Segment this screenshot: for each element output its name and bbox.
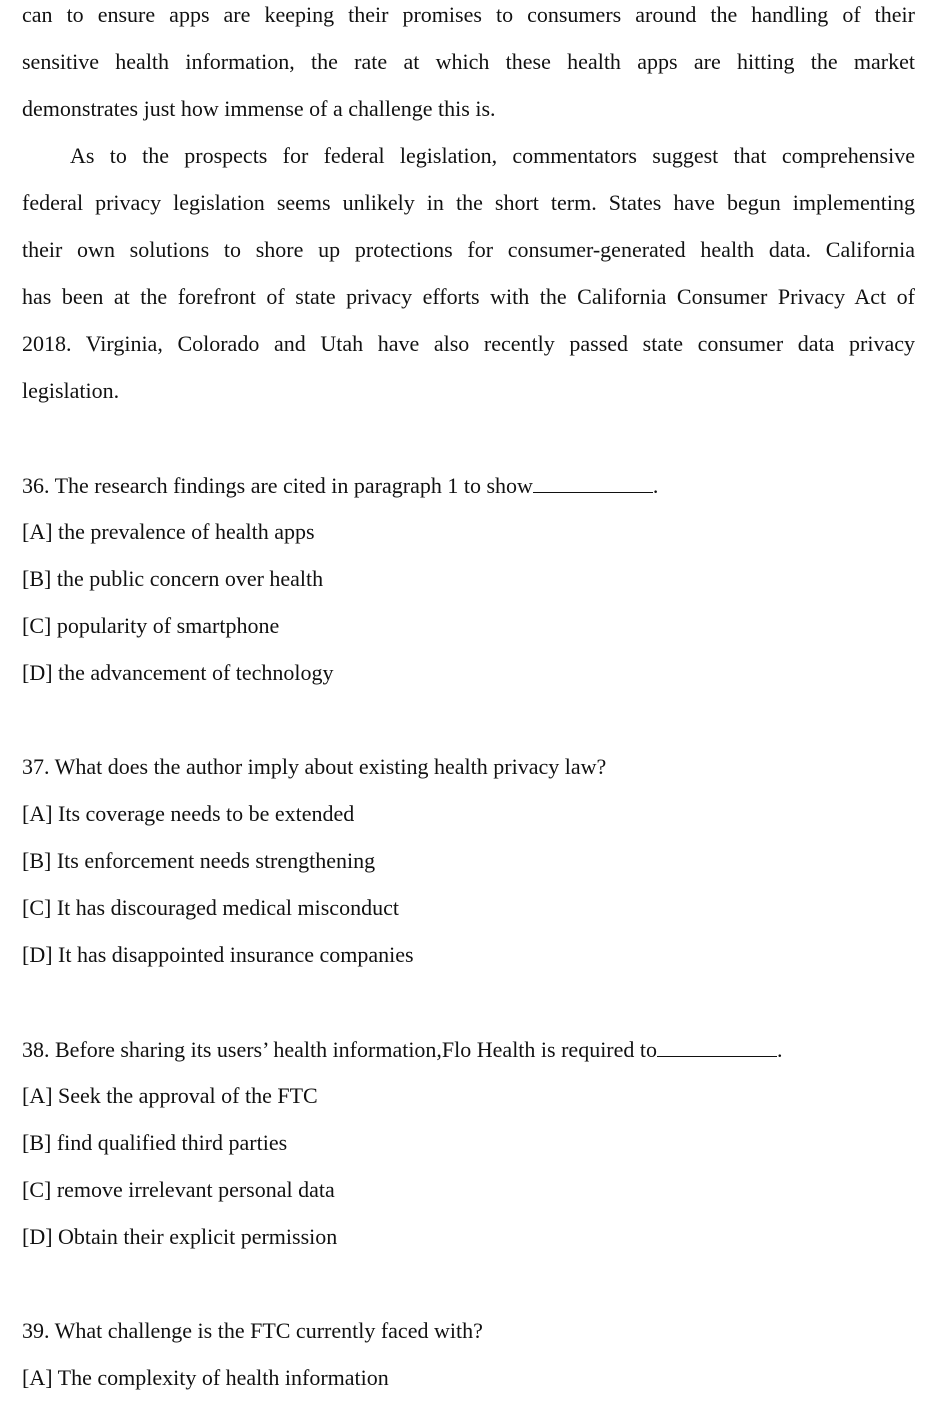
option-d: [D] It has disappointed insurance companies xyxy=(22,942,414,967)
option-c: [C] popularity of smartphone xyxy=(22,613,280,638)
question-stem xyxy=(22,1316,915,1363)
question-text: 37. What does the author imply about existing health privacy law? xyxy=(22,754,607,779)
passage-line: legislation. xyxy=(22,378,120,403)
option-b: [B] find qualified third parties xyxy=(22,1130,288,1155)
question-text: 39. What challenge is the FTC currently faced with? xyxy=(22,1318,483,1343)
question-stem xyxy=(22,1034,915,1081)
passage-line: has been at the forefront of state privacy efforts with the California Consumer Privacy Act of xyxy=(22,284,915,309)
question-end: . xyxy=(777,1037,783,1062)
option-a: [A] The complexity of health information xyxy=(22,1365,389,1390)
option-b: [B] Its enforcement needs strengthening xyxy=(22,848,376,873)
option-a: [A] Seek the approval of the FTC xyxy=(22,1083,318,1108)
question-36 xyxy=(22,470,915,705)
passage-line: sensitive health information, the rate at which these health apps are hitting the market xyxy=(22,49,915,74)
option-a: [A] the prevalence of health apps xyxy=(22,519,315,544)
passage xyxy=(22,0,915,423)
question-stem xyxy=(22,752,915,799)
passage-line: can to ensure apps are keeping their promises to consumers around the handling of their xyxy=(22,2,915,27)
section-gap xyxy=(22,423,915,470)
question-end: . xyxy=(652,473,659,498)
passage-line: As to the prospects for federal legislation, commentators suggest that comprehensive xyxy=(70,143,915,168)
question-38 xyxy=(22,1034,915,1269)
passage-line: 2018. Virginia, Colorado and Utah have also recently passed state consumer data privacy xyxy=(22,331,915,356)
question-39 xyxy=(22,1316,915,1410)
passage-line: federal privacy legislation seems unlikely in the short term. States have begun implementing xyxy=(22,190,915,215)
document-page xyxy=(22,0,915,1410)
question-text: 38. Before sharing its users’ health information,Flo Health is required to xyxy=(22,1037,658,1062)
option-c: [C] remove irrelevant personal data xyxy=(22,1177,335,1202)
option-c: [C] It has discouraged medical misconduct xyxy=(22,895,399,920)
passage-line: their own solutions to shore up protections for consumer-generated health data. California xyxy=(22,237,915,262)
question-stem xyxy=(22,470,915,517)
question-text: 36. The research findings are cited in paragraph 1 to show xyxy=(22,473,533,498)
option-d: [D] the advancement of technology xyxy=(22,660,334,685)
option-d: [D] Obtain their explicit permission xyxy=(22,1224,338,1249)
answer-blank xyxy=(657,1034,777,1057)
question-37 xyxy=(22,752,915,987)
passage-line: demonstrates just how immense of a challenge this is. xyxy=(22,96,496,121)
option-a: [A] Its coverage needs to be extended xyxy=(22,801,355,826)
answer-blank xyxy=(533,470,653,493)
option-b: [B] the public concern over health xyxy=(22,566,324,591)
